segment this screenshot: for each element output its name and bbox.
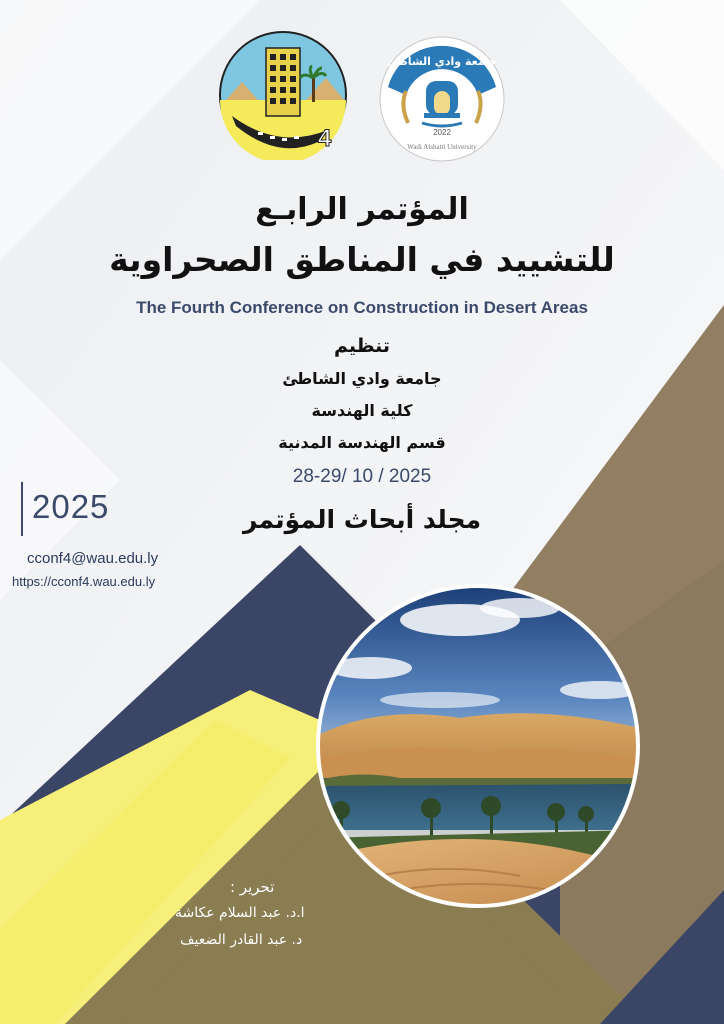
title-english: The Fourth Conference on Construction in Desert Areas (136, 298, 588, 317)
title-arabic-line2: للتشييد في المناطق الصحراوية (109, 240, 615, 279)
editor-name: د. عبد القادر الضعيف (180, 932, 303, 948)
conference-logo (218, 30, 348, 160)
university-en-name: Wadi Alshatti University (407, 143, 477, 151)
year-label: 2025 (32, 488, 110, 525)
organizer-department: قسم الهندسة المدنية (278, 433, 446, 452)
organizer-faculty: كلية الهندسة (311, 401, 413, 420)
organizer-university: جامعة وادي الشاطئ (282, 369, 442, 388)
university-year: 2022 (433, 128, 451, 137)
editors-label: تحرير : (230, 878, 275, 896)
university-logo (378, 35, 506, 163)
contact-website[interactable]: https://cconf4.wau.edu.ly (12, 574, 156, 589)
volume-title: مجلد أبحاث المؤتمر (242, 505, 482, 534)
organization-label: تنظيم (333, 335, 391, 357)
year-divider (21, 482, 23, 536)
conference-number: 4 (318, 125, 332, 152)
editor-name: ا.د. عبد السلام عكاشة (175, 905, 305, 921)
contact-email[interactable]: cconf4@wau.edu.ly (27, 550, 159, 567)
university-ring-text: جامعة وادي الشاطئ (387, 55, 497, 68)
conference-dates: 28-29/ 10 / 2025 (292, 466, 432, 487)
title-arabic-line1: المؤتمر الرابـع (255, 192, 469, 227)
